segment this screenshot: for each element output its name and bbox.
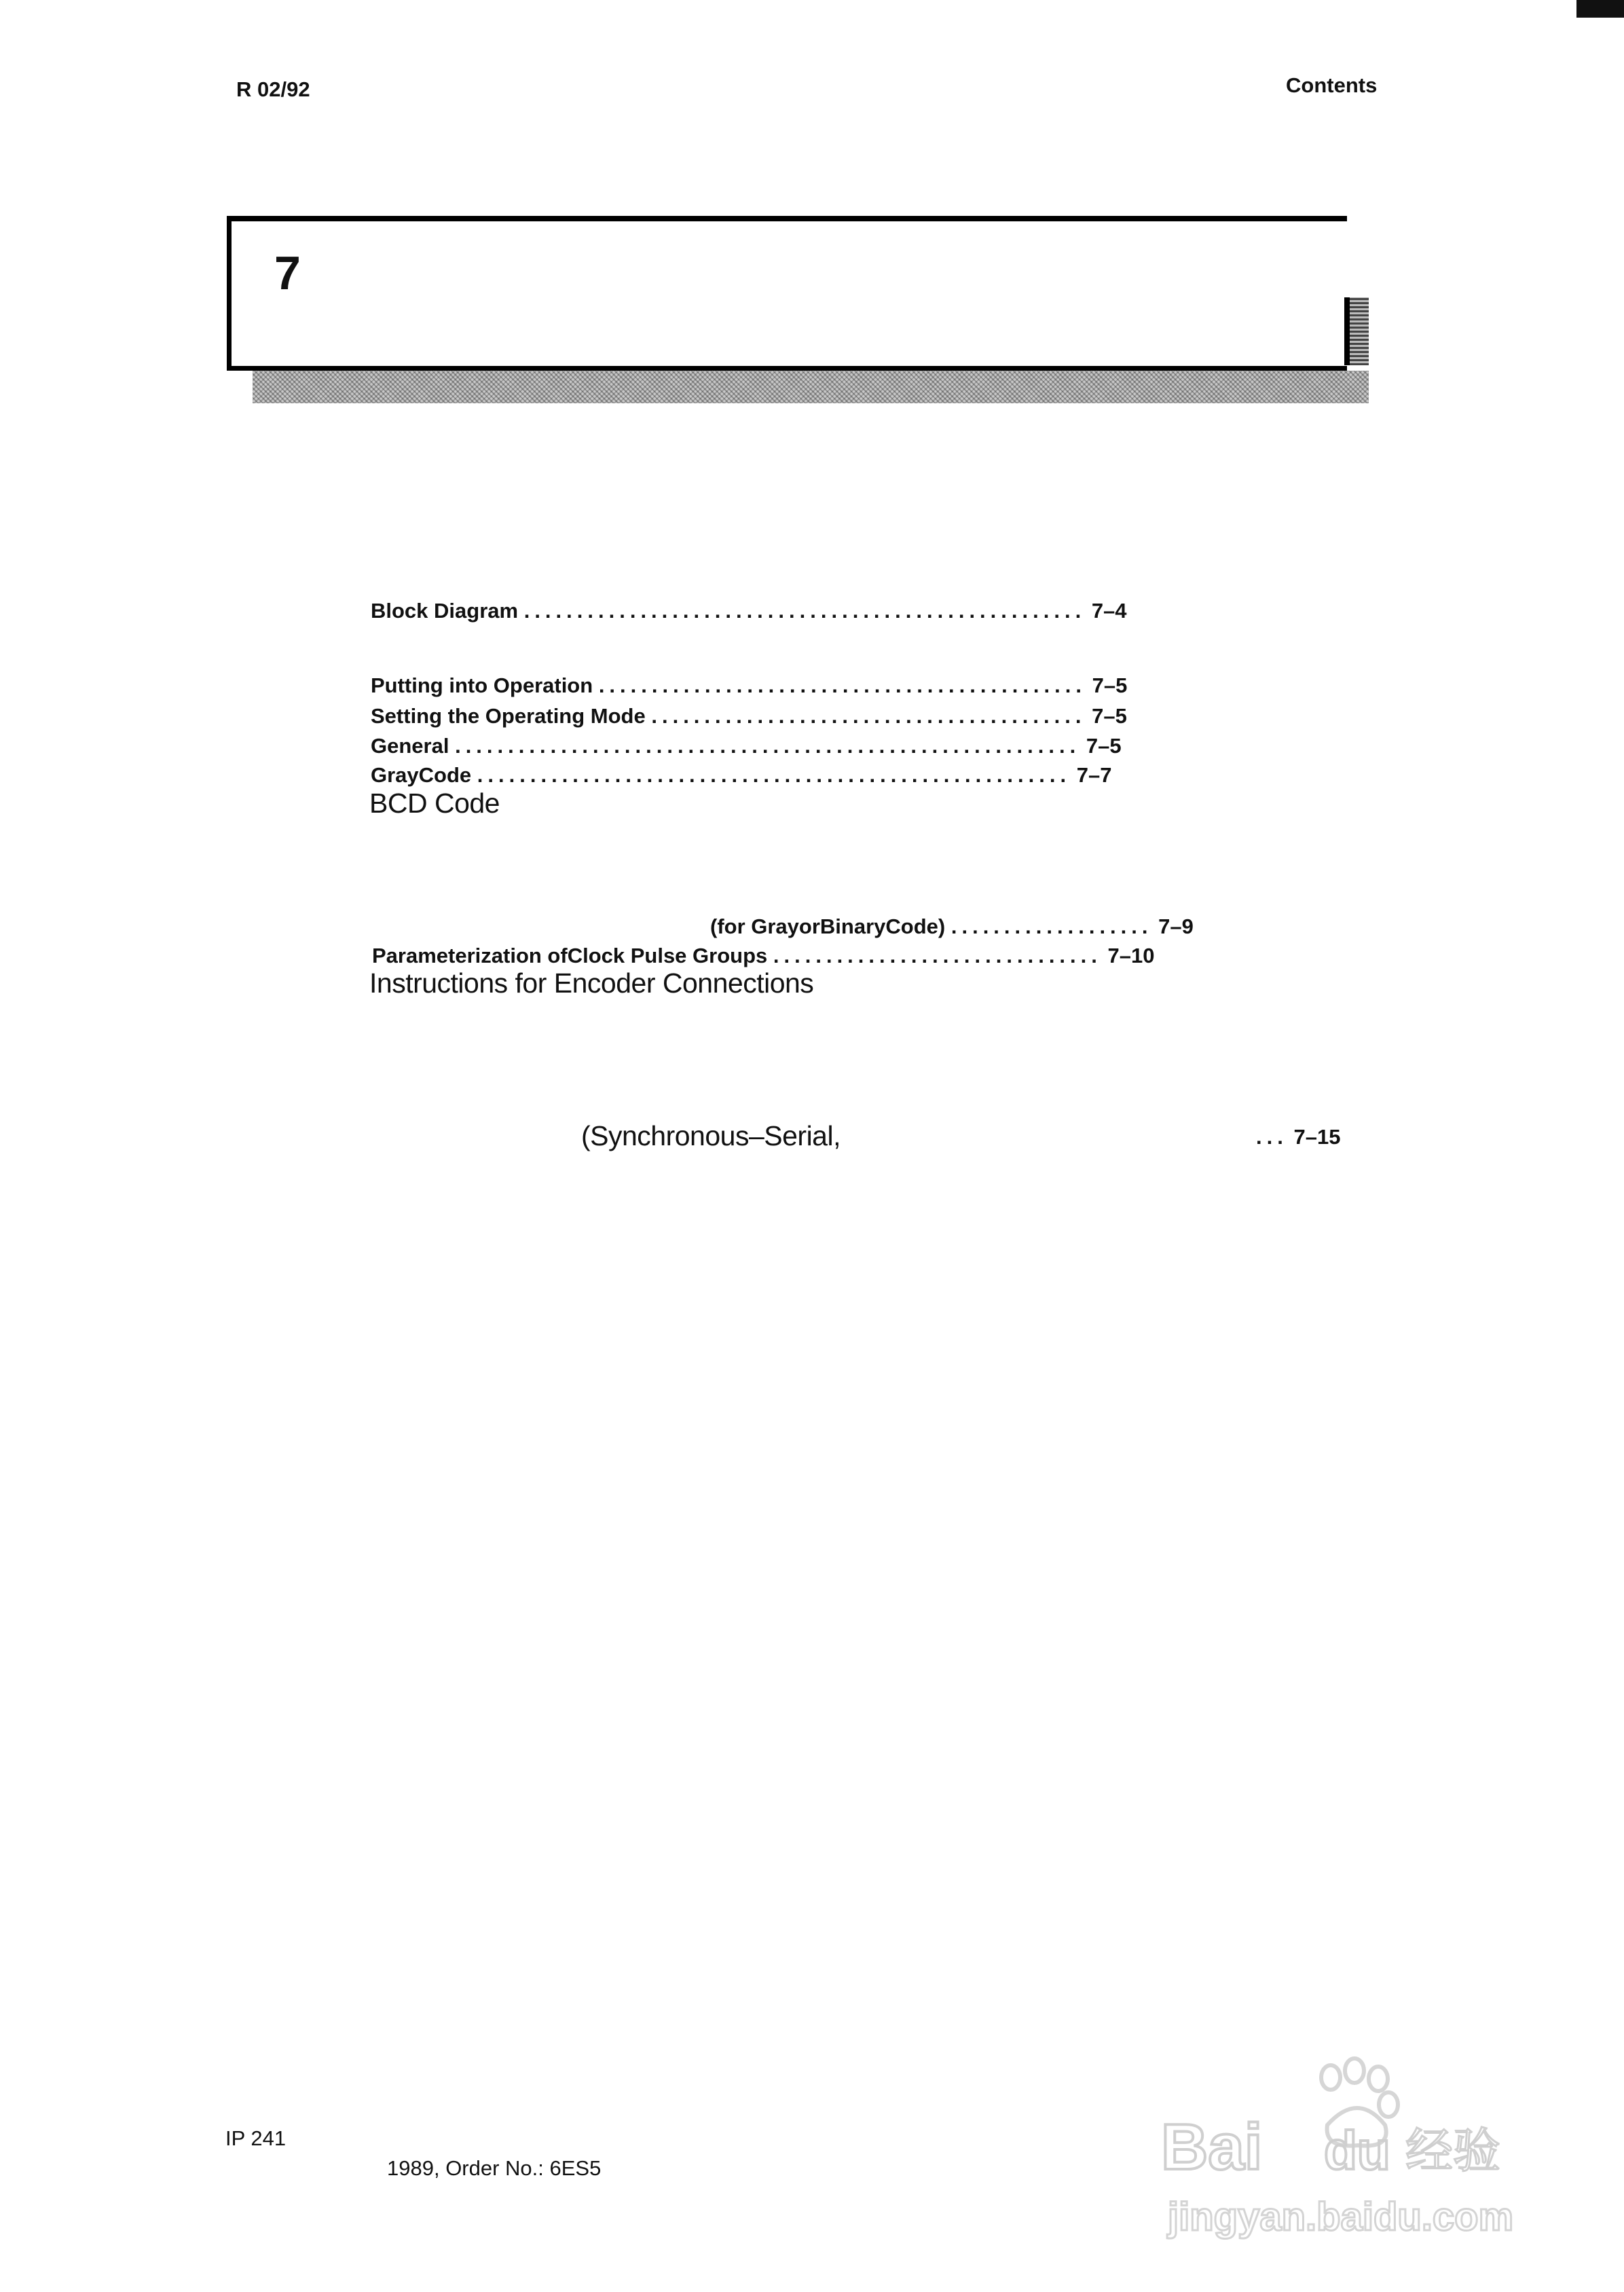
header-section: Contents: [1286, 73, 1378, 97]
toc-page: 7–5: [1086, 734, 1122, 758]
toc-leader: ........................................................: [477, 763, 1071, 787]
toc-page: 7–7: [1076, 763, 1112, 787]
toc-entry-encoder-connections[interactable]: Instructions for Encoder Connections: [369, 967, 814, 999]
toc-entry-clock-pulse-groups[interactable]: [372, 942, 1154, 969]
toc-page: 7–10: [1107, 944, 1155, 967]
toc-page: 7–4: [1091, 599, 1127, 623]
toc-leader: ...........................................................: [455, 734, 1081, 758]
toc-label: GrayCode: [371, 763, 472, 787]
toc-leader: ..............................................: [598, 673, 1087, 697]
toc-entry-synchronous-serial-page[interactable]: [1256, 1124, 1340, 1151]
toc-page: 7–5: [1092, 704, 1127, 728]
chapter-shade-bar: [253, 371, 1369, 403]
toc-entry-for-gray-binary[interactable]: [710, 913, 1194, 940]
corner-mark: [1576, 0, 1624, 18]
toc-leader: .....................................................: [523, 599, 1086, 623]
toc-entry-block-diagram[interactable]: [371, 597, 1127, 625]
svg-text:du: du: [1324, 2120, 1390, 2181]
toc-entry-gray-code[interactable]: [371, 762, 1111, 789]
toc-page: 7–9: [1158, 914, 1194, 938]
toc-entry-bcd-code[interactable]: BCD Code: [369, 788, 500, 819]
header-revision: R 02/92: [236, 77, 310, 101]
toc-leader: .........................................: [651, 704, 1086, 728]
toc-leader: ...: [1256, 1125, 1288, 1149]
toc-entry-general[interactable]: [371, 733, 1122, 760]
toc-label: Parameterization ofClock Pulse Groups: [372, 944, 768, 967]
toc-entry-putting-into-operation[interactable]: [371, 672, 1127, 699]
toc-label: (for GrayorBinaryCode): [710, 914, 946, 938]
toc-label: Block Diagram: [371, 599, 519, 623]
toc-entry-setting-operating-mode[interactable]: [371, 703, 1127, 730]
toc-label: General: [371, 734, 449, 758]
svg-text:经验: 经验: [1405, 2123, 1500, 2179]
toc-page: 7–5: [1092, 673, 1128, 697]
footer-product: IP 241: [225, 2126, 287, 2150]
footer-order: 1989, Order No.: 6ES5: [387, 2156, 602, 2180]
toc-entry-synchronous-serial[interactable]: (Synchronous–Serial,: [581, 1120, 841, 1151]
toc-label: Setting the Operating Mode: [371, 704, 646, 728]
toc-leader: ...............................: [773, 944, 1102, 967]
baidu-jingyan-watermark: [1154, 2050, 1534, 2254]
chapter-number: 7: [274, 246, 301, 299]
chapter-tab-stripe: [1344, 297, 1369, 365]
svg-text:Bai: Bai: [1161, 2111, 1263, 2183]
chapter-box: [227, 216, 1347, 371]
toc-label: Putting into Operation: [371, 673, 593, 697]
toc-page: 7–15: [1293, 1125, 1341, 1149]
toc-leader: ...................: [951, 914, 1153, 938]
svg-text:jingyan.baidu.com: jingyan.baidu.com: [1168, 2195, 1514, 2239]
